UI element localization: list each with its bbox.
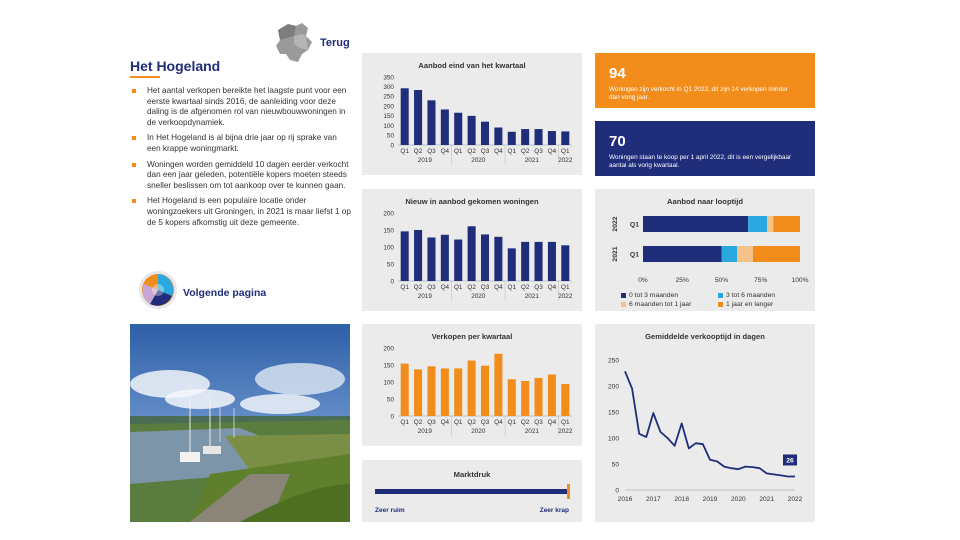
- x-tick-label: Q1: [453, 284, 463, 291]
- group-label: 2022: [558, 428, 573, 435]
- bar: [481, 366, 489, 416]
- chart-nieuw: [362, 189, 582, 311]
- y-tick-label: 150: [383, 227, 394, 235]
- y-tick-label: 0: [615, 487, 619, 495]
- bar: [548, 131, 556, 145]
- bar: [548, 242, 556, 281]
- bar: [414, 90, 422, 145]
- group-label: 2020: [471, 428, 486, 435]
- x-tick-label: Q2: [520, 148, 530, 155]
- chart-title: Marktdruk: [453, 470, 491, 479]
- bar: [401, 364, 409, 416]
- x-tick-label: 25%: [675, 277, 689, 284]
- kpi-description: Woningen zijn verkocht in Q1 2022, dit zijn 14 verkopen minder dan vorig jaar.: [609, 86, 788, 101]
- chart-title: Aanbod naar looptijd: [667, 197, 743, 206]
- legend-item: [718, 301, 773, 308]
- x-tick-label: Q2: [467, 284, 476, 291]
- x-tick-label: Q3: [534, 419, 543, 426]
- x-tick-label: Q1: [561, 148, 570, 155]
- chart-verkopen: [362, 324, 582, 446]
- kpi-value: 70: [609, 133, 626, 150]
- x-tick-label: Q2: [520, 419, 530, 426]
- x-tick-label: Q2: [467, 148, 476, 155]
- y-tick-label: 100: [383, 244, 394, 252]
- x-tick-label: Q1: [400, 284, 409, 291]
- x-tick-label: Q3: [427, 148, 436, 155]
- bar: [561, 131, 569, 145]
- group-label: 2021: [524, 428, 539, 435]
- series-line: [625, 371, 795, 476]
- x-tick-label: 100%: [791, 277, 809, 284]
- y-tick-label: 50: [386, 132, 394, 140]
- bar: [441, 368, 449, 416]
- legend-item: [621, 292, 678, 299]
- x-tick-label: Q2: [467, 419, 476, 426]
- bar: [401, 231, 409, 281]
- chart-title: Verkopen per kwartaal: [431, 332, 513, 341]
- bar: [427, 237, 435, 281]
- x-tick-label: Q1: [507, 148, 517, 155]
- chart-panel-verkooptijd: [595, 324, 815, 522]
- harbour-photo: [130, 324, 350, 522]
- legend-swatch: [718, 302, 723, 307]
- x-tick-label: Q2: [413, 419, 423, 426]
- x-tick-label: Q1: [507, 284, 517, 291]
- y-tick-label: 350: [383, 74, 394, 82]
- x-tick-label: Q3: [480, 419, 490, 426]
- legend-swatch: [718, 293, 723, 298]
- bar: [481, 122, 489, 145]
- bar: [427, 366, 435, 416]
- group-label: 2021: [524, 293, 539, 300]
- bar: [494, 237, 502, 281]
- bar: [508, 132, 516, 145]
- x-tick-label: Q4: [547, 284, 557, 291]
- bar: [508, 248, 516, 281]
- x-tick-label: Q3: [427, 419, 436, 426]
- y-tick-label: 100: [383, 122, 394, 130]
- chart-title: Nieuw in aanbod gekomen woningen: [405, 197, 539, 206]
- group-label: 2021: [524, 157, 539, 164]
- bar: [561, 384, 569, 416]
- bullet-item: Het Hogeland is een populaire locatie onder woningzoekers uit Groningen, in 2021 is maar liefst 1 op de 5 kopers afkomstig uit deze gemeente.: [130, 196, 352, 228]
- legend-label: 6 maanden tot 1 jaar: [629, 301, 692, 308]
- bullet-list: [130, 86, 352, 233]
- x-tick-label: Q4: [494, 284, 503, 291]
- chart-verkooptijd: [595, 324, 815, 522]
- legend-item: [718, 292, 775, 299]
- bar: [468, 116, 476, 145]
- x-tick-label: 2017: [645, 496, 661, 503]
- marktdruk-min-label: Zeer ruim: [375, 507, 405, 514]
- bar: [401, 88, 409, 145]
- x-tick-label: Q2: [520, 284, 530, 291]
- group-label: 2020: [471, 293, 486, 300]
- y-tick-label: 150: [607, 409, 619, 417]
- bar: [454, 240, 462, 281]
- kpi-value: 94: [609, 65, 626, 82]
- legend: [595, 189, 815, 311]
- kpi-te-koop: [595, 121, 815, 176]
- bar: [468, 361, 476, 416]
- x-tick-label: 0%: [638, 277, 648, 284]
- page-title: Het Hogeland: [130, 58, 221, 74]
- x-tick-label: Q4: [440, 148, 450, 155]
- chart-aanbod: [362, 53, 582, 175]
- y-tick-label: 200: [383, 210, 394, 218]
- bar: [441, 235, 449, 281]
- y-tick-label: 300: [383, 84, 394, 92]
- x-tick-label: 2016: [617, 496, 633, 503]
- y-tick-label: 200: [383, 103, 394, 111]
- kpi-verkocht: [595, 53, 815, 108]
- bar: [454, 368, 462, 416]
- bullet-item: Het aantal verkopen bereikte het laagste punt voor een eerste kwartaal sinds 2016, de aanleiding voor deze daling is de afgenomen rol van nieuwbouwwoningen in de verkoopdynamiek.: [130, 86, 352, 128]
- next-page-link[interactable]: Volgende pagina: [183, 287, 267, 299]
- y-tick-label: 100: [383, 379, 394, 387]
- x-tick-label: Q4: [547, 419, 557, 426]
- y-tick-label: 250: [383, 93, 394, 101]
- bar: [535, 242, 543, 281]
- marktdruk-marker: [567, 484, 570, 499]
- x-tick-label: 2018: [674, 496, 690, 503]
- x-tick-label: Q4: [494, 419, 503, 426]
- y-tick-label: 50: [386, 396, 394, 404]
- marktdruk-track: [375, 489, 570, 494]
- x-tick-label: Q1: [453, 148, 463, 155]
- x-tick-label: Q1: [400, 419, 409, 426]
- bullet-item: Woningen worden gemiddeld 10 dagen eerder verkocht dan een jaar geleden, potentiële kopers moeten steeds sneller beslissen om tot aankoop over te kunnen gaan.: [130, 160, 352, 192]
- chart-panel-verkopen: [362, 324, 582, 446]
- x-tick-label: 2020: [730, 496, 746, 503]
- x-tick-label: Q3: [480, 148, 490, 155]
- group-label: 2019: [417, 293, 432, 300]
- y-tick-label: 0: [390, 278, 394, 286]
- y-tick-label: 150: [383, 362, 394, 370]
- marktdruk-panel: [362, 460, 582, 522]
- legend-label: 1 jaar en langer: [726, 301, 774, 308]
- x-tick-label: Q1: [507, 419, 517, 426]
- y-tick-label: 100: [607, 435, 619, 443]
- bar: [441, 109, 449, 145]
- y-tick-label: 200: [607, 383, 619, 391]
- bar: [494, 128, 502, 145]
- group-label: 2022: [558, 293, 573, 300]
- legend-item: [621, 301, 691, 308]
- bar: [535, 378, 543, 416]
- x-tick-label: Q4: [547, 148, 557, 155]
- y-tick-label: 50: [386, 261, 394, 269]
- y-tick-label: 50: [611, 461, 619, 469]
- x-tick-label: Q4: [440, 419, 450, 426]
- x-tick-label: Q4: [440, 284, 450, 291]
- chart-panel-looptijd: [595, 189, 815, 311]
- legend-swatch: [621, 293, 626, 298]
- title-underline: [130, 76, 160, 78]
- bullet-item: In Het Hogeland is al bijna drie jaar op rij sprake van een krappe woningmarkt.: [130, 133, 352, 154]
- row-label: Q1: [629, 251, 639, 259]
- chart-panel-nieuw: [362, 189, 582, 311]
- kpi-description: Woningen staan te koop per 1 april 2022, dit is een vergelijkbaar aantal als vorig kwartaal.: [609, 154, 792, 169]
- x-tick-label: Q2: [413, 284, 423, 291]
- bar: [414, 369, 422, 416]
- y-tick-label: 150: [383, 113, 394, 121]
- y-tick-label: 0: [390, 142, 394, 150]
- chart-panel-aanbod: [362, 53, 582, 175]
- row-year-label: 2022: [612, 216, 619, 232]
- bar: [535, 129, 543, 145]
- bar: [414, 230, 422, 281]
- marktdruk-max-label: Zeer krap: [539, 507, 569, 514]
- bar: [494, 354, 502, 416]
- bar: [508, 379, 516, 416]
- x-tick-label: 50%: [714, 277, 729, 284]
- region-map-icon[interactable]: [272, 20, 316, 64]
- x-tick-label: Q1: [400, 148, 409, 155]
- x-tick-label: 2019: [702, 496, 718, 503]
- bar: [521, 129, 529, 145]
- x-tick-label: Q1: [561, 419, 570, 426]
- x-tick-label: Q2: [413, 148, 423, 155]
- row-label: Q1: [629, 221, 639, 229]
- group-label: 2019: [417, 157, 432, 164]
- end-label: 26: [786, 457, 794, 465]
- x-tick-label: Q1: [453, 419, 463, 426]
- y-tick-label: 200: [383, 345, 394, 353]
- group-label: 2019: [417, 428, 432, 435]
- x-tick-label: Q4: [494, 148, 503, 155]
- bar: [548, 375, 556, 416]
- x-tick-label: 2022: [787, 496, 803, 503]
- x-tick-label: Q3: [427, 284, 436, 291]
- x-tick-label: Q1: [561, 284, 570, 291]
- chart-title: Aanbod eind van het kwartaal: [418, 61, 526, 70]
- bar: [454, 113, 462, 145]
- legend-swatch: [621, 302, 626, 307]
- row-year-label: 2021: [612, 246, 619, 262]
- legend-label: 0 tot 3 maanden: [629, 292, 679, 299]
- legend-label: 3 tot 6 maanden: [726, 292, 776, 299]
- bar: [468, 226, 476, 281]
- back-link[interactable]: Terug: [320, 37, 350, 49]
- x-tick-label: 2021: [759, 496, 775, 503]
- pie-chart-icon[interactable]: [138, 270, 178, 310]
- bar: [481, 234, 489, 281]
- bar: [427, 100, 435, 145]
- group-label: 2020: [471, 157, 486, 164]
- bar: [521, 381, 529, 416]
- x-tick-label: Q3: [534, 284, 543, 291]
- bar: [561, 245, 569, 281]
- x-tick-label: Q3: [534, 148, 543, 155]
- group-label: 2022: [558, 157, 573, 164]
- x-tick-label: Q3: [480, 284, 490, 291]
- y-tick-label: 0: [390, 413, 394, 421]
- y-tick-label: 250: [607, 357, 619, 365]
- bar: [521, 242, 529, 281]
- x-tick-label: 75%: [754, 277, 768, 284]
- chart-title: Gemiddelde verkooptijd in dagen: [645, 332, 765, 341]
